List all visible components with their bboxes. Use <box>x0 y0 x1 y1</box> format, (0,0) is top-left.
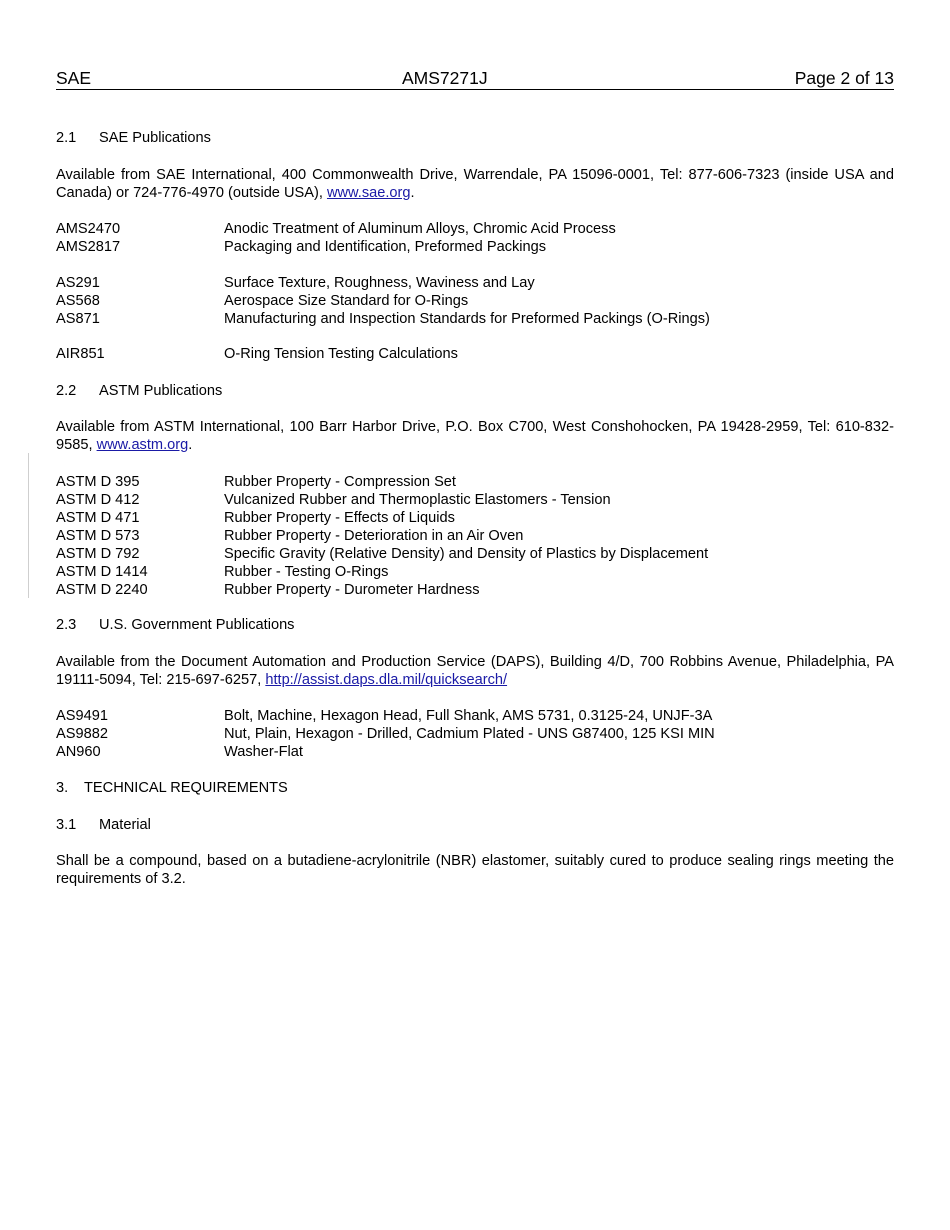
sae-refs-group-1 <box>56 220 894 256</box>
section-title: Material <box>99 817 151 833</box>
ref-code: ASTM D 412 <box>56 492 140 508</box>
ref-code: AMS2817 <box>56 239 121 255</box>
material-text: Shall be a compound, based on a butadiene-acrylonitrile (NBR) elastomer, suitably cured to produce sealing rings meeting the requirements of 3.2. <box>56 853 894 887</box>
ref-code: AS9882 <box>56 726 108 742</box>
ref-code: ASTM D 2240 <box>56 582 148 598</box>
ref-code: ASTM D 395 <box>56 474 140 490</box>
reference-row <box>56 707 894 725</box>
astm-refs <box>56 473 894 599</box>
ref-title: Aerospace Size Standard for O-Rings <box>224 293 469 309</box>
astm-link[interactable]: www.astm.org <box>96 437 189 453</box>
sae-refs-group-2 <box>56 274 894 328</box>
availability-text: Available from SAE International, 400 Commonwealth Drive, Warrendale, PA 15096-0001, Tel: 877-606-7323 (inside USA and Canada) or 724-776-4970 (outside USA), <box>56 167 894 201</box>
ref-code: AS871 <box>56 311 100 327</box>
ref-title: Nut, Plain, Hexagon - Drilled, Cadmium Plated - UNS G87400, 125 KSI MIN <box>224 726 715 742</box>
section-number: 2.3 <box>56 617 77 633</box>
availability-text: Available from the Document Automation and Production Service (DAPS), Building 4/D, 700 Robbins Avenue, Philadelphia, PA 19111-5094, Tel: 215-697-6257, <box>56 654 894 688</box>
ref-code: ASTM D 1414 <box>56 564 148 580</box>
header-doc-number: AMS7271J <box>402 68 488 88</box>
period: . <box>188 437 193 453</box>
assist-link[interactable]: http://assist.daps.dla.mil/quicksearch/ <box>265 672 508 688</box>
reference-row <box>56 220 894 238</box>
ref-code: AS568 <box>56 293 100 309</box>
section-title: U.S. Government Publications <box>99 617 295 633</box>
ref-title: Vulcanized Rubber and Thermoplastic Elastomers - Tension <box>224 492 611 508</box>
section-3-1-heading <box>56 816 894 834</box>
ref-title: Rubber - Testing O-Rings <box>224 564 389 580</box>
section-title: ASTM Publications <box>99 383 223 399</box>
reference-row <box>56 491 894 509</box>
section-title: SAE Publications <box>99 130 211 146</box>
ref-code: ASTM D 471 <box>56 510 140 526</box>
section-2-3-availability <box>56 653 894 689</box>
change-bar <box>28 453 29 598</box>
ref-title: Anodic Treatment of Aluminum Alloys, Chromic Acid Process <box>224 221 616 237</box>
ref-title: Manufacturing and Inspection Standards for Preformed Packings (O-Rings) <box>224 311 710 327</box>
section-number: 2.2 <box>56 383 77 399</box>
reference-row <box>56 345 894 363</box>
ref-code: ASTM D 573 <box>56 528 140 544</box>
section-2-1-availability <box>56 166 894 202</box>
section-number: 3.1 <box>56 817 77 833</box>
gov-refs <box>56 707 894 761</box>
ref-title: Washer-Flat <box>224 744 303 760</box>
section-2-2-availability <box>56 418 894 454</box>
reference-row <box>56 581 894 599</box>
sae-link[interactable]: www.sae.org <box>326 185 411 201</box>
availability-text: Available from ASTM International, 100 Barr Harbor Drive, P.O. Box C700, West Conshohocken, PA 19428-2959, Tel: 610-832-9585, <box>56 419 894 453</box>
reference-row <box>56 725 894 743</box>
reference-row <box>56 473 894 491</box>
reference-row <box>56 509 894 527</box>
reference-row <box>56 292 894 310</box>
reference-row <box>56 743 894 761</box>
section-3-heading <box>56 779 894 797</box>
section-number: 3. <box>56 780 69 796</box>
ref-title: Rubber Property - Durometer Hardness <box>224 582 480 598</box>
ref-code: AS291 <box>56 275 100 291</box>
ref-code: AIR851 <box>56 346 105 362</box>
reference-row <box>56 545 894 563</box>
section-title: TECHNICAL REQUIREMENTS <box>84 780 288 796</box>
section-2-2-heading <box>56 382 894 400</box>
period: . <box>410 185 415 201</box>
ref-title: Rubber Property - Compression Set <box>224 474 456 490</box>
section-3-1-text <box>56 852 894 888</box>
ref-title: Rubber Property - Effects of Liquids <box>224 510 455 526</box>
ref-code: AN960 <box>56 744 101 760</box>
ref-title: Bolt, Machine, Hexagon Head, Full Shank, AMS 5731, 0.3125-24, UNJF-3A <box>224 708 713 724</box>
reference-row <box>56 310 894 328</box>
reference-row <box>56 563 894 581</box>
ref-code: AS9491 <box>56 708 108 724</box>
ref-code: ASTM D 792 <box>56 546 140 562</box>
ref-title: O-Ring Tension Testing Calculations <box>224 346 458 362</box>
sae-refs-group-3 <box>56 345 894 363</box>
ref-title: Packaging and Identification, Preformed Packings <box>224 239 547 255</box>
ref-title: Rubber Property - Deterioration in an Air Oven <box>224 528 524 544</box>
ref-code: AMS2470 <box>56 221 121 237</box>
section-number: 2.1 <box>56 130 77 146</box>
section-2-1-heading <box>56 129 894 147</box>
reference-row <box>56 527 894 545</box>
page-header <box>56 68 894 90</box>
section-2-3-heading <box>56 616 894 634</box>
ref-title: Specific Gravity (Relative Density) and Density of Plastics by Displacement <box>224 546 709 562</box>
reference-row <box>56 274 894 292</box>
reference-row <box>56 238 894 256</box>
header-page-number: Page 2 of 13 <box>794 68 894 88</box>
header-org: SAE <box>56 68 92 88</box>
ref-title: Surface Texture, Roughness, Waviness and Lay <box>224 275 535 291</box>
